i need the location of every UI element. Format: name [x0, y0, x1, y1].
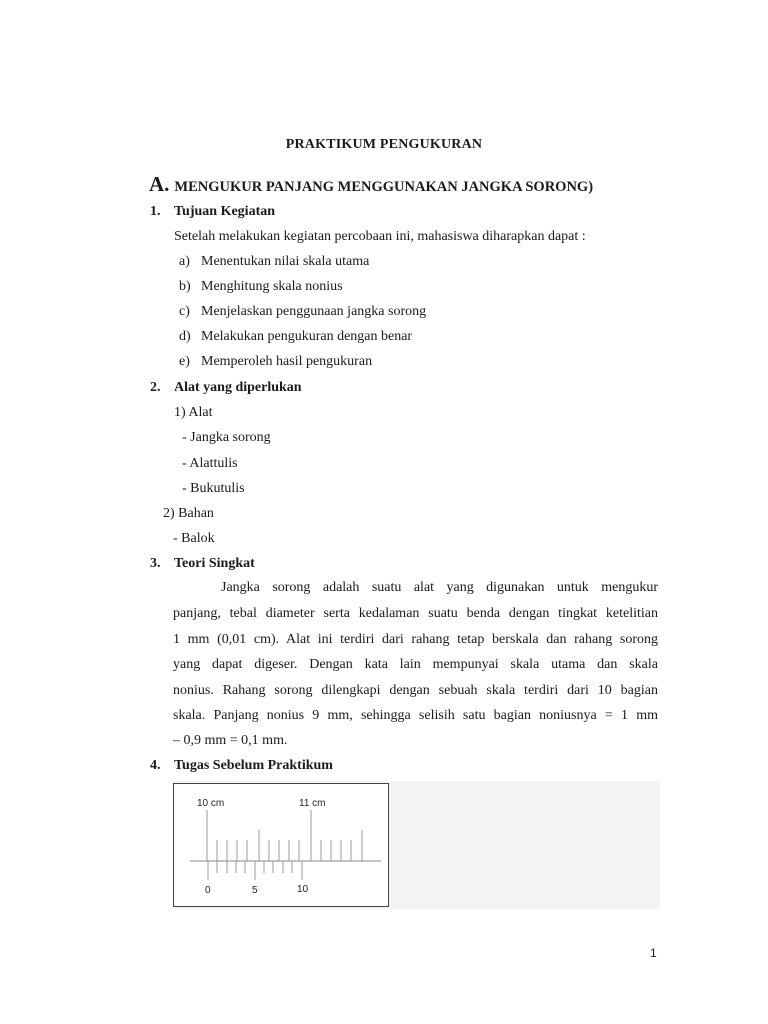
- s2-bahan-label: 2) Bahan: [163, 506, 214, 521]
- main-scale-label: 11 cm: [299, 798, 326, 809]
- s3-paragraph-line: 1 mm (0,01 cm). Alat ini terdiri dari rahang tetap berskala dan rahang sorong: [173, 632, 658, 647]
- section-a-heading: [149, 172, 593, 197]
- s1-item-d-text: Melakukan pengukuran dengan benar: [201, 329, 413, 344]
- s1-item-e-text: Memperoleh hasil pengukuran: [201, 354, 373, 369]
- s4-number: 4.: [150, 758, 161, 773]
- s3-paragraph-line: – 0,9 mm = 0,1 mm.: [173, 733, 288, 748]
- s3-paragraph-line: nonius. Rahang sorong dilengkapi dengan sebuah skala terdiri dari 10 bagian: [173, 683, 658, 698]
- s1-heading: Tujuan Kegiatan: [174, 204, 276, 219]
- vernier-scale-label: 5: [252, 885, 258, 896]
- vernier-scale-label: 0: [205, 885, 211, 896]
- s3-paragraph-line: yang dapat digeser. Dengan kata lain mempunyai skala utama dan skala: [173, 657, 658, 672]
- s1-item-e-label: e): [179, 354, 190, 369]
- vernier-scale-figure: [173, 783, 389, 907]
- s2-alat-item: - Jangka sorong: [182, 430, 271, 445]
- main-scale-ticks: [207, 810, 362, 861]
- s4-heading: Tugas Sebelum Praktikum: [174, 758, 333, 773]
- s1-item-b-label: b): [179, 279, 191, 294]
- s1-item-c-text: Menjelaskan penggunaan jangka sorong: [201, 304, 427, 319]
- section-a-text: MENGUKUR PANJANG MENGGUNAKAN JANGKA SORONG): [174, 179, 594, 195]
- s3-paragraph-line: skala. Panjang nonius 9 mm, sehingga selisih satu bagian noniusnya = 1 mm: [173, 708, 658, 723]
- vernier-scale-label: 10: [297, 884, 309, 895]
- s1-number: 1.: [150, 204, 161, 219]
- main-scale-label: 10 cm: [197, 798, 225, 809]
- s3-paragraph-line: panjang, tebal diameter serta kedalaman suatu benda dengan tingkat ketelitian: [173, 606, 658, 621]
- s2-alat-item: - Alattulis: [182, 456, 238, 471]
- figure-area: [173, 781, 660, 909]
- s2-heading: Alat yang diperlukan: [174, 380, 302, 395]
- s2-bahan-item: - Balok: [173, 531, 215, 546]
- page-title: PRAKTIKUM PENGUKURAN: [285, 137, 483, 152]
- s1-item-a-label: a): [179, 254, 190, 269]
- s1-item-b-text: Menghitung skala nonius: [201, 279, 343, 294]
- s2-number: 2.: [150, 380, 161, 395]
- s1-intro: Setelah melakukan kegiatan percobaan ini, mahasiswa diharapkan dapat :: [174, 229, 586, 244]
- section-a-letter: A.: [149, 172, 170, 196]
- s1-item-d-label: d): [179, 329, 191, 344]
- vernier-scale-ticks: [208, 861, 302, 880]
- s2-alat-item: - Bukutulis: [182, 481, 245, 496]
- page-number: 1: [650, 946, 657, 960]
- s3-paragraph-line: Jangka sorong adalah suatu alat yang digunakan untuk mengukur: [221, 580, 658, 595]
- s3-number: 3.: [150, 556, 161, 571]
- s2-alat-label: 1) Alat: [174, 405, 213, 420]
- s1-item-c-label: c): [179, 304, 190, 319]
- s1-item-a-text: Menentukan nilai skala utama: [201, 254, 370, 269]
- s3-heading: Teori Singkat: [174, 556, 255, 571]
